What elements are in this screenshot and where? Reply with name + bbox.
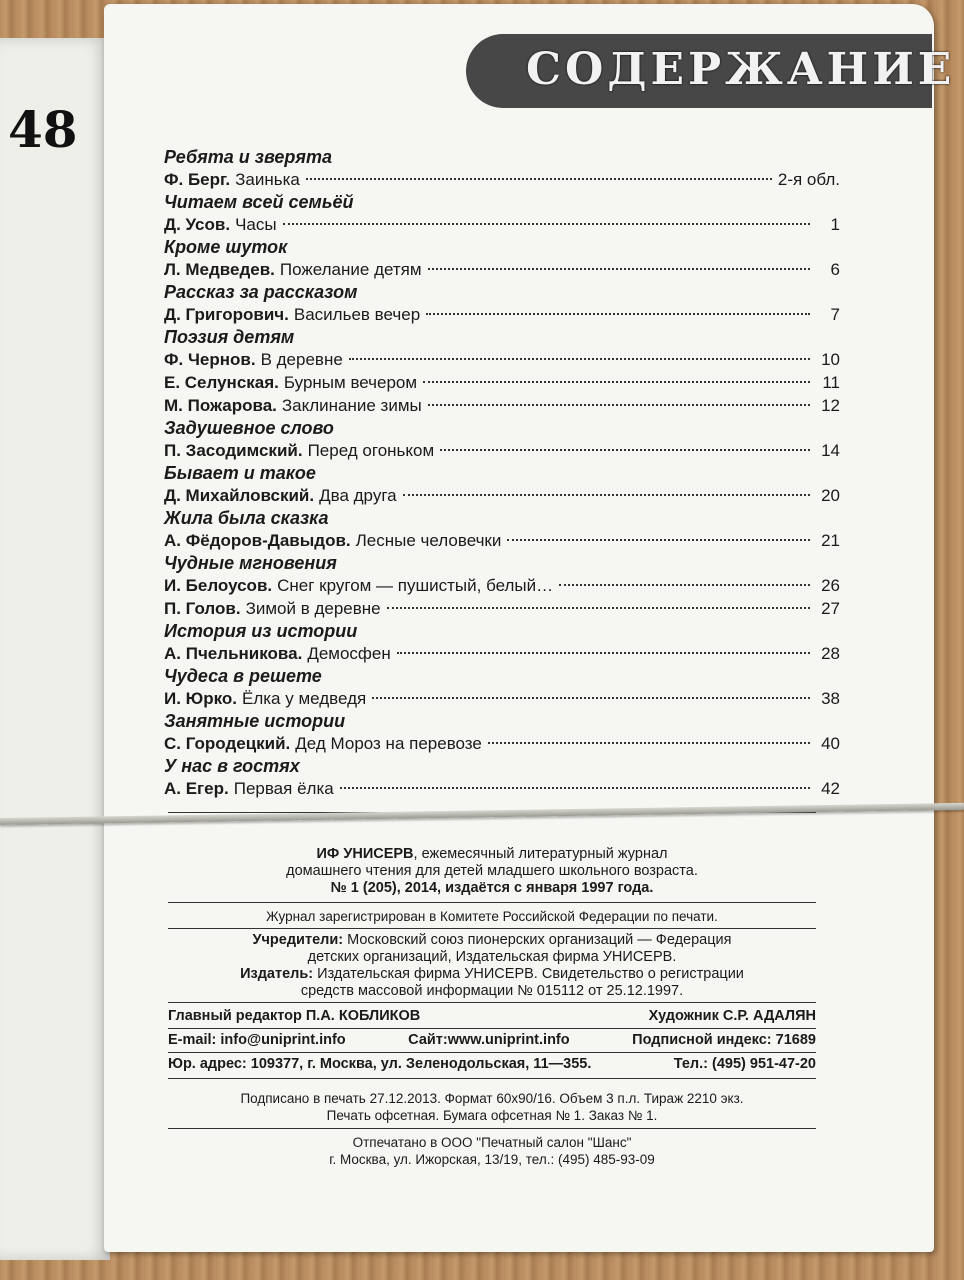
publisher-description-2: домашнего чтения для детей младшего школьного возраста. [286, 863, 698, 879]
toc-dot-leader [397, 652, 810, 654]
left-page-number: 48 [8, 100, 78, 159]
toc-entry-page: 6 [830, 260, 840, 279]
header-band [466, 34, 956, 108]
toc-entry-author: П. Голов. [164, 599, 241, 618]
divider-line [168, 1052, 816, 1053]
toc-dot-leader [428, 404, 810, 406]
toc-entry [164, 348, 840, 371]
toc-dot-leader [488, 742, 810, 744]
publisher-name: ИФ УНИСЕРВ [316, 846, 414, 862]
founders-info [168, 932, 816, 1000]
toc-entry [164, 574, 840, 597]
registration-note: Журнал зарегистрирован в Комитете Российской Федерации по печати. [266, 909, 718, 924]
divider-line [168, 1002, 816, 1003]
editors-row [168, 1008, 816, 1024]
toc-entry-author: Е. Селунская. [164, 373, 279, 392]
toc-entry-author: Д. Григорович. [164, 305, 289, 324]
toc-entry-page: 27 [821, 599, 840, 618]
toc-dot-leader [440, 449, 810, 451]
toc-entry [164, 687, 840, 710]
toc-entry [164, 439, 840, 462]
toc-dot-leader [283, 223, 810, 225]
toc-section-heading: Бывает и такое [164, 463, 316, 483]
toc-entry-page: 38 [821, 689, 840, 708]
toc-entry-author: А. Пчельникова. [164, 644, 303, 663]
toc-entry [164, 597, 840, 620]
toc-entry [164, 777, 840, 800]
print-info-line-1: Подписано в печать 27.12.2013. Формат 60х90/16. Объем 3 п.л. Тираж 2210 экз. [240, 1091, 744, 1106]
toc-entry-author: И. Белоусов. [164, 576, 273, 595]
toc-entry-author: Ф. Чернов. [164, 350, 256, 369]
toc-section-heading: Задушевное слово [164, 418, 334, 438]
toc-dot-leader [340, 787, 810, 789]
printer-info [168, 1134, 816, 1168]
toc-entry-author: П. Засодимский. [164, 441, 303, 460]
publisher-info [168, 846, 816, 897]
toc-entry-author: А. Егер. [164, 779, 229, 798]
toc-dot-leader [387, 607, 810, 609]
toc-entry-author: Д. Михайловский. [164, 486, 315, 505]
toc-entry-title: Бурным вечером [283, 373, 418, 392]
toc-entry-page: 40 [821, 734, 840, 753]
toc-dot-leader [426, 313, 810, 315]
toc-dot-leader [372, 697, 810, 699]
chief-editor: Главный редактор П.А. КОБЛИКОВ [168, 1008, 421, 1024]
toc-entry-author: Л. Медведев. [164, 260, 275, 279]
toc-entry [164, 394, 840, 417]
toc-section-heading: Рассказ за рассказом [164, 282, 358, 302]
publisher-text-2: средств массовой информации № 015112 от 25.12.1997. [300, 983, 684, 999]
toc-entry-title: Первая ёлка [233, 779, 334, 798]
email: E-mail: info@uniprint.info [168, 1032, 346, 1048]
toc-entry-page: 7 [830, 305, 840, 324]
website: Сайт:www.uniprint.info [408, 1032, 570, 1048]
toc-entry-author: Ф. Берг. [164, 170, 231, 189]
toc-entry [164, 732, 840, 755]
toc-entry-author: С. Городецкий. [164, 734, 291, 753]
toc-entry-page: 1 [830, 215, 840, 234]
toc-entry-title: Дед Мороз на перевозе [295, 734, 482, 753]
toc-entry-title: Два друга [319, 486, 397, 505]
toc-entry-page: 21 [821, 531, 840, 550]
toc-section-heading: Читаем всей семьёй [164, 192, 354, 212]
toc-entry [164, 642, 840, 665]
subscription-index: Подписной индекс: 71689 [632, 1032, 816, 1048]
toc-entry [164, 168, 840, 191]
page-title: СОДЕРЖАНИЕ [526, 44, 956, 95]
toc-dot-leader [428, 268, 810, 270]
toc-dot-leader [306, 178, 772, 180]
legal-address: Юр. адрес: 109377, г. Москва, ул. Зеленодольская, 11—355. [168, 1056, 592, 1072]
toc-section-heading: Жила была сказка [164, 508, 329, 528]
toc-entry-author: И. Юрко. [164, 689, 237, 708]
toc-entry-title: Пожелание детям [279, 260, 422, 279]
toc-entry-author: Д. Усов. [164, 215, 231, 234]
toc-entry-page: 42 [821, 779, 840, 798]
printer-address: г. Москва, ул. Ижорская, 13/19, тел.: (495) 485-93-09 [329, 1152, 655, 1167]
toc-entry-title: Ёлка у медведя [241, 689, 367, 708]
toc-entry-page: 26 [821, 576, 840, 595]
toc-section-heading: Чудные мгновения [164, 553, 337, 573]
toc-entry-title: Снег кругом — пушистый, белый… [277, 576, 554, 595]
toc-entry-page: 20 [821, 486, 840, 505]
toc-entry [164, 303, 840, 326]
toc-entry [164, 484, 840, 507]
table-of-contents [164, 146, 840, 800]
toc-entry-title: Васильев вечер [293, 305, 421, 324]
toc-entry [164, 258, 840, 281]
founders-text: Московский союз пионерских организаций — Федерация [347, 932, 732, 948]
address-row [168, 1056, 816, 1072]
toc-entry-page: 11 [822, 373, 840, 392]
toc-entry-page: 10 [821, 350, 840, 369]
issue-info: № 1 (205), 2014, издаётся с января 1997 года. [330, 880, 654, 896]
left-page-edge [0, 38, 110, 1260]
toc-entry-title: Лесные человечки [355, 531, 502, 550]
toc-entry-title: Демосфен [307, 644, 391, 663]
toc-section-heading: Ребята и зверята [164, 147, 332, 167]
print-info [168, 1090, 816, 1124]
toc-entry-title: Заклинание зимы [281, 396, 422, 415]
toc-section-heading: У нас в гостях [164, 756, 300, 776]
publisher-label: Издатель: [240, 966, 314, 982]
divider-line [168, 928, 816, 929]
toc-entry [164, 529, 840, 552]
print-info-line-2: Печать офсетная. Бумага офсетная № 1. Заказ № 1. [326, 1108, 658, 1123]
divider-line [168, 1028, 816, 1029]
divider-line [168, 1078, 816, 1079]
toc-entry-page: 12 [821, 396, 840, 415]
toc-dot-leader [403, 494, 810, 496]
printed-by: Отпечатано в ООО "Печатный салон "Шанс" [352, 1135, 632, 1150]
phone: Тел.: (495) 951-47-20 [673, 1056, 816, 1072]
toc-entry-title: Перед огоньком [307, 441, 435, 460]
publisher-description: , ежемесячный литературный журнал [413, 846, 668, 862]
toc-section-heading: Поэзия детям [164, 327, 295, 347]
toc-entry [164, 371, 840, 394]
toc-entry-page: 14 [821, 441, 840, 460]
divider-line [168, 902, 816, 903]
publisher-text: Издательская фирма УНИСЕРВ. Свидетельство о регистрации [317, 966, 744, 982]
toc-dot-leader [559, 584, 810, 586]
toc-section-heading: Кроме шуток [164, 237, 288, 257]
toc-entry-title: Заинька [235, 170, 300, 189]
founders-label: Учредители: [252, 932, 344, 948]
toc-entry [164, 213, 840, 236]
toc-entry-title: Зимой в деревне [245, 599, 381, 618]
toc-entry-page: 2-я обл. [777, 170, 840, 189]
toc-entry-author: М. Пожарова. [164, 396, 277, 415]
artist: Художник С.Р. АДАЛЯН [648, 1008, 816, 1024]
contacts-row [168, 1032, 816, 1048]
toc-entry-title: В деревне [260, 350, 343, 369]
divider-line [168, 1128, 816, 1129]
contents-page [104, 4, 956, 1252]
toc-section-heading: История из истории [164, 621, 358, 641]
toc-entry-page: 28 [821, 644, 840, 663]
toc-dot-leader [349, 358, 810, 360]
toc-entry-title: Часы [235, 215, 277, 234]
toc-dot-leader [423, 381, 810, 383]
toc-dot-leader [507, 539, 810, 541]
toc-section-heading: Чудеса в решете [164, 666, 322, 686]
toc-entry-author: А. Фёдоров-Давыдов. [164, 531, 351, 550]
toc-section-heading: Занятные истории [164, 711, 346, 731]
founders-text-2: детских организаций, Издательская фирма УНИСЕРВ. [307, 949, 677, 965]
